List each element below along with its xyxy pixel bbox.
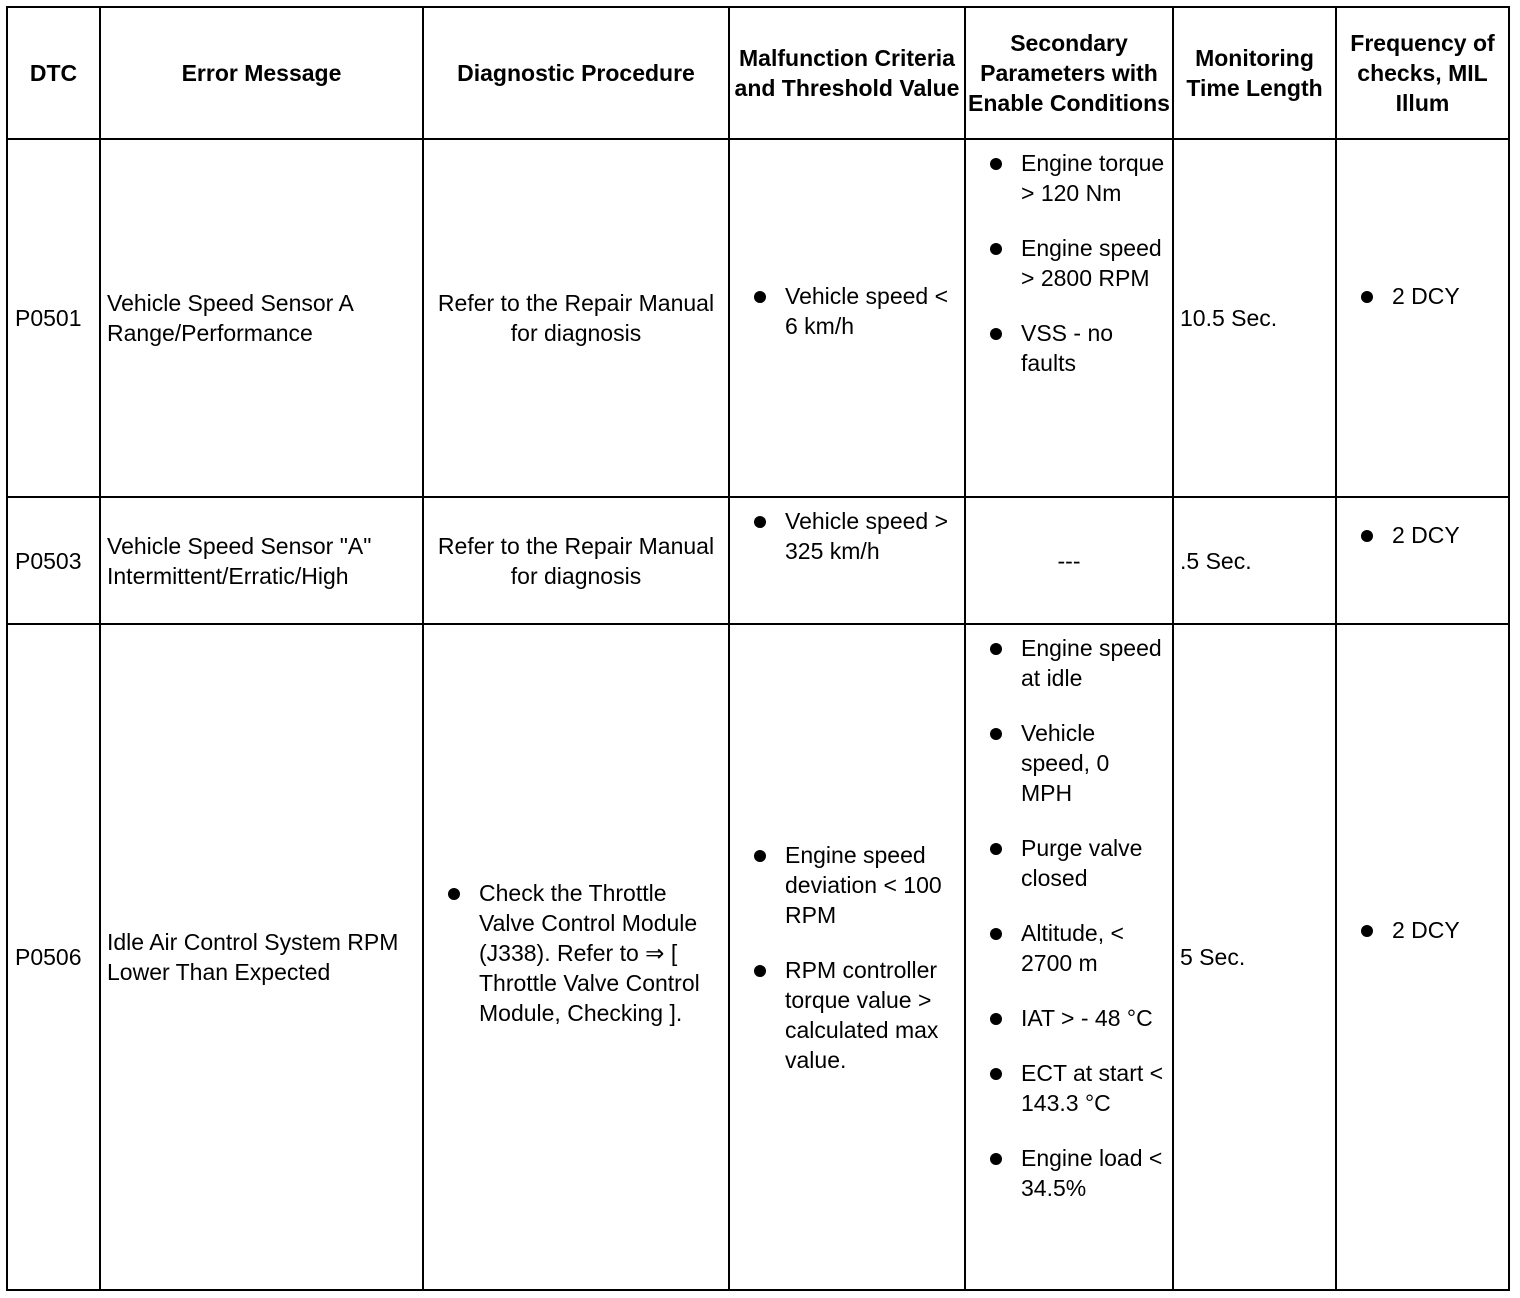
dtc-table — [6, 6, 1510, 1291]
secondary-list — [966, 148, 1172, 378]
error-message: Idle Air Control System RPM Lower Than Expected — [100, 624, 423, 1290]
diagnostic-procedure: Refer to the Repair Manual for diagnosis — [423, 497, 729, 624]
list-item: 2 DCY — [1337, 915, 1508, 945]
malfunction-criteria — [729, 624, 965, 1290]
list-item: Engine torque > 120 Nm — [966, 148, 1172, 208]
list-item: Purge valve closed — [966, 833, 1172, 893]
header-row — [7, 7, 1509, 139]
list-item: Vehicle speed, 0 MPH — [966, 718, 1172, 808]
monitoring-time: .5 Sec. — [1173, 497, 1336, 624]
secondary-list — [966, 633, 1172, 1203]
frequency — [1336, 624, 1509, 1290]
list-item: Engine speed deviation < 100 RPM — [730, 840, 964, 930]
table-row — [7, 624, 1509, 1290]
dtc-code: P0506 — [7, 624, 100, 1290]
frequency-list — [1337, 281, 1508, 311]
header-malfunction-criteria: Malfunction Criteria and Threshold Value — [729, 7, 965, 139]
monitoring-time: 5 Sec. — [1173, 624, 1336, 1290]
header-dtc: DTC — [7, 7, 100, 139]
secondary-parameters — [965, 139, 1173, 497]
list-item: IAT > - 48 °C — [966, 1003, 1172, 1033]
header-secondary-parameters: Secondary Parameters with Enable Conditions — [965, 7, 1173, 139]
error-message: Vehicle Speed Sensor A Range/Performance — [100, 139, 423, 497]
list-item: Engine speed > 2800 RPM — [966, 233, 1172, 293]
dtc-code: P0503 — [7, 497, 100, 624]
table-row — [7, 497, 1509, 624]
list-item: 2 DCY — [1337, 281, 1508, 311]
list-item: Check the Throttle Valve Control Module (J338). Refer to ⇒ [ Throttle Valve Control Module, Checking ]. — [424, 878, 728, 1028]
procedure-list — [424, 878, 728, 1028]
secondary-parameters — [965, 624, 1173, 1290]
frequency — [1336, 139, 1509, 497]
list-item: Vehicle speed < 6 km/h — [730, 281, 964, 341]
list-item: Engine speed at idle — [966, 633, 1172, 693]
list-item: Engine load < 34.5% — [966, 1143, 1172, 1203]
secondary-parameters: --- — [965, 497, 1173, 624]
diagnostic-procedure — [423, 624, 729, 1290]
dtc-code: P0501 — [7, 139, 100, 497]
list-item: Altitude, < 2700 m — [966, 918, 1172, 978]
header-monitoring-time: Monitoring Time Length — [1173, 7, 1336, 139]
diagnostic-procedure: Refer to the Repair Manual for diagnosis — [423, 139, 729, 497]
list-item: VSS - no faults — [966, 318, 1172, 378]
list-item: Vehicle speed > 325 km/h — [730, 506, 964, 566]
header-frequency: Frequency of checks, MIL Illum — [1336, 7, 1509, 139]
malfunction-list — [730, 506, 964, 566]
list-item: ECT at start < 143.3 °C — [966, 1058, 1172, 1118]
table-row — [7, 139, 1509, 497]
error-message: Vehicle Speed Sensor "A" Intermittent/Erratic/High — [100, 497, 423, 624]
malfunction-list — [730, 281, 964, 341]
malfunction-criteria — [729, 497, 965, 624]
monitoring-time: 10.5 Sec. — [1173, 139, 1336, 497]
malfunction-list — [730, 840, 964, 1075]
header-error-message: Error Message — [100, 7, 423, 139]
list-item: RPM controller torque value > calculated max value. — [730, 955, 964, 1075]
list-item: 2 DCY — [1337, 520, 1508, 550]
malfunction-criteria — [729, 139, 965, 497]
header-diagnostic-procedure: Diagnostic Procedure — [423, 7, 729, 139]
frequency-list — [1337, 915, 1508, 945]
frequency — [1336, 497, 1509, 624]
frequency-list — [1337, 520, 1508, 550]
